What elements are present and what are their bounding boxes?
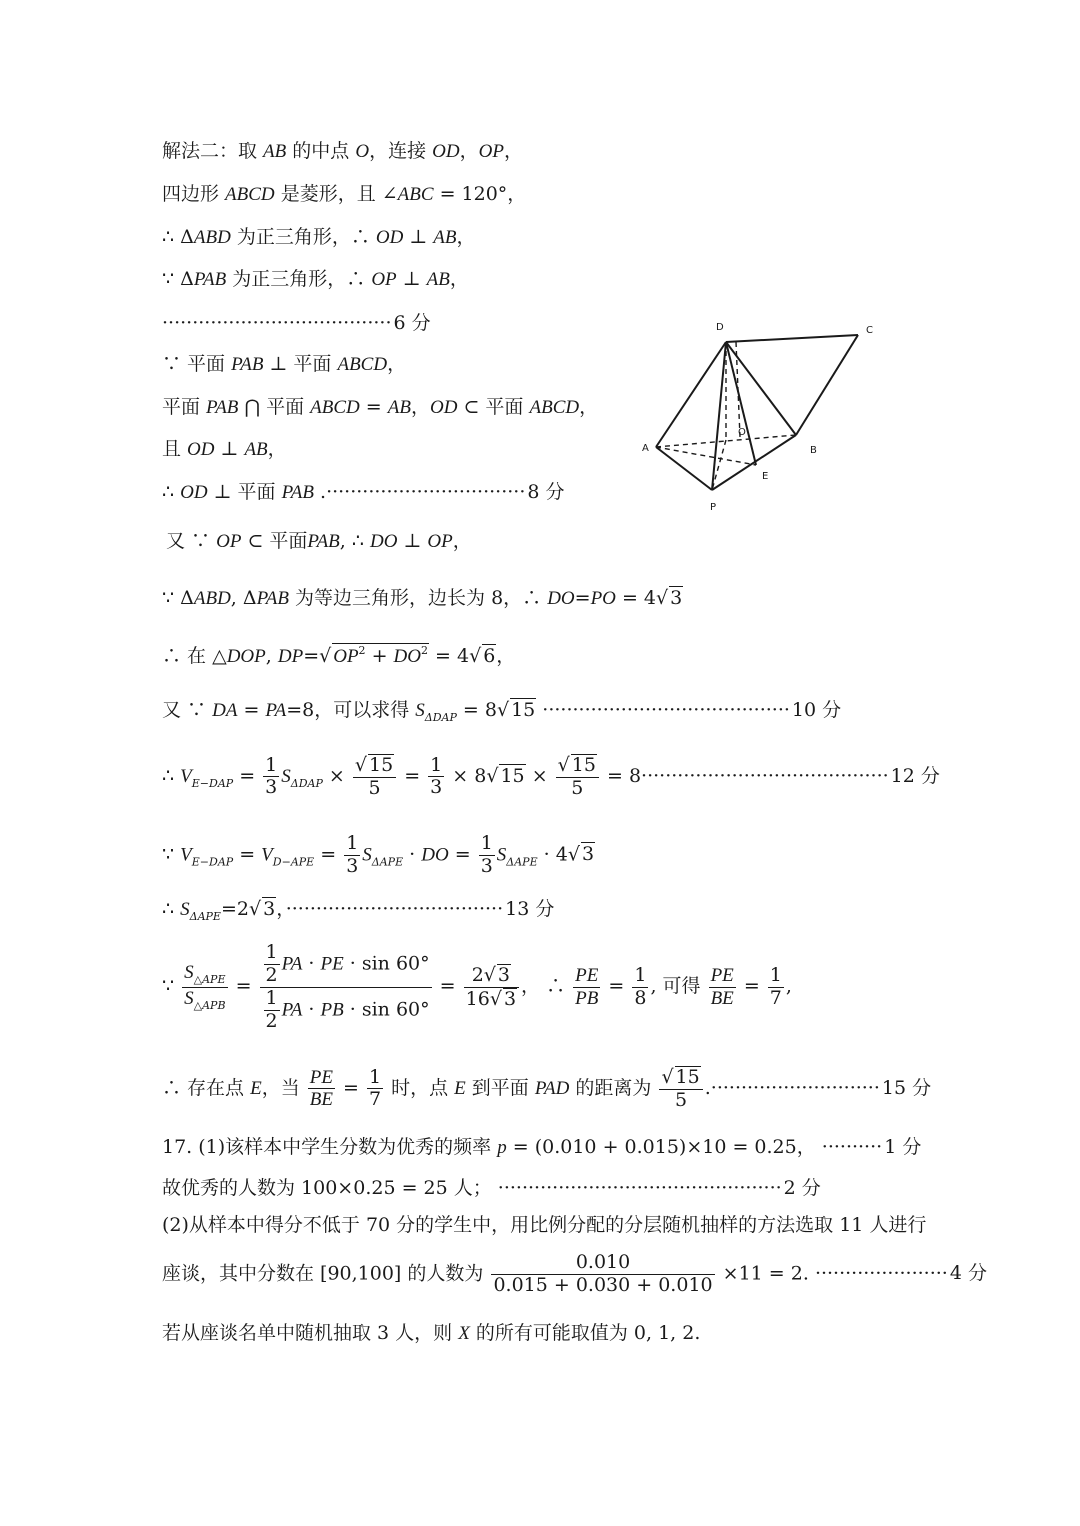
solution-line-11: ∵ ΔABD, ΔPAB 为等边三角形，边长为 8，∴ DO=PO = 4√ 3 — [162, 587, 683, 609]
solution-line-13: 又 ∵ DA = PA=8，可以求得 $S_{\Delta DAP} = 8√$ 15 ········································· 10 分 — [162, 699, 842, 724]
problem17-line-5: 若从座谈名单中随机抽取 3 人，则 X 的所有可能取值为 0, 1, 2. — [162, 1322, 701, 1344]
label-c: C — [866, 325, 873, 336]
score-mark: 8 分 — [527, 481, 565, 503]
solution-line-18: ∴ 存在点 E，当 $\frac{PE}{BE}$ = $\frac{1}{7}$ 时，点 E 到平面 PAD 的距离为 $\frac{√ 15}{5}$ .···························· 15 分 — [162, 1065, 932, 1111]
pyramid-figure — [630, 315, 890, 520]
problem17-line-1: 17. (1)该样本中学生分数为优秀的频率 p = (0.010 + 0.015)×10 = 0.25， ·········· 1 分 — [162, 1136, 922, 1158]
score-line-6 — [162, 312, 431, 335]
label-d: D — [716, 322, 724, 333]
score-mark: 2 分 — [783, 1177, 821, 1199]
label-o: O — [738, 427, 746, 438]
problem17-line-4: 座谈，其中分数在 [90,100] 的人数为 $\frac{0.010}{0.015 + 0.030 + 0.010}$ ×11 = 2. ······················ 4 分 — [162, 1251, 987, 1296]
solution-line-16: ∴ $S_{\Delta APE}=2√$ 3，···································· 13 分 — [162, 898, 555, 923]
score-dots: ···································· — [285, 898, 504, 920]
problem17-line-3: (2)从样本中得分不低于 70 分的学生中，用比例分配的分层随机抽样的方法选取 11 人进行 — [162, 1214, 927, 1236]
score-mark: 10 分 — [791, 699, 842, 721]
score-mark: 6 分 — [393, 312, 431, 334]
solution-line-1: 解法二：取 AB 的中点 O，连接 OD，OP， — [162, 140, 523, 162]
solution-line-9: ∴ OD ⊥ 平面 PAB .································· 8 分 — [162, 481, 565, 503]
solution-line-14: ∴ $V_{E-DAP}$ = $\frac{1}{3}$ $S_{\Delta DAP}$ × $\frac{√ 15}{5}$ = $\frac{1}{3}$ × 8√ 15 × $\frac{√ 15}{5}$ = 8········································· 12 分 — [162, 753, 940, 799]
score-mark: 1 分 — [884, 1136, 922, 1158]
score-mark: 15 分 — [881, 1076, 932, 1099]
solution-line-3: ∴ ΔABD 为正三角形，∴ OD ⊥ AB， — [162, 226, 476, 248]
label-b: B — [810, 445, 817, 456]
solution-line-15: ∵ $V_{E-DAP} = V_{D-APE}$ = $\frac{1}{3}$ $S_{\Delta APE}$ · DO = $\frac{1}{3}$ $S_{\Delta APE} \cdot 4√$ 3 — [162, 832, 595, 877]
label-a: A — [642, 443, 649, 454]
score-dots: ······································ — [162, 312, 392, 334]
score-dots: ······················ — [814, 1262, 948, 1285]
score-dots: ··············································· — [497, 1177, 782, 1199]
solution-line-8: 且 OD ⊥ AB， — [162, 438, 287, 460]
score-dots: ·········· — [821, 1136, 883, 1158]
solution-line-10: 又 ∵ OP ⊂ 平面PAB, ∴ DO ⊥ OP， — [166, 530, 472, 552]
score-dots: ···························· — [710, 1076, 880, 1099]
solution-line-6: ∵ 平面 PAB ⊥ 平面 ABCD， — [162, 353, 407, 375]
solution-line-12: ∴ 在 △DOP, DP=√ $OP^2 + DO^2 = 4√$ 6， — [162, 644, 516, 667]
label-p: P — [710, 502, 717, 513]
solution-line-7: 平面 PAB ⋂ 平面 ABCD = AB，OD ⊂ 平面 ABCD， — [162, 396, 599, 418]
problem17-line-2: 故优秀的人数为 100×0.25 = 25 人； ··············································· 2 分 — [162, 1177, 821, 1199]
score-dots: ········································· — [641, 764, 889, 787]
solution-line-2: 四边形 ABCD 是菱形，且 ∠ABC = 120°， — [162, 183, 527, 205]
score-dots: ········································· — [542, 699, 790, 721]
score-mark: 13 分 — [505, 898, 555, 920]
label-e: E — [762, 471, 769, 482]
solution-line-17: ∵ $\frac{S_{\triangle APE}}{S_{\triangle APB}}$ = $\frac{1}{2}$ PA · PE · sin 60° $\frac{1}{2}$ PA · PB · sin 60° = $\frac{2√ 3}{16√ 3}$ ， ∴ $\frac{PE}{PB}$ = $\frac{1}{8}$ , 可得 $\frac{PE}{BE}$ = $\frac{1}{7}$ , — [162, 941, 792, 1032]
solution-line-4: ∵ ΔPAB 为正三角形，∴ OP ⊥ AB， — [162, 268, 469, 290]
score-mark: 12 分 — [890, 764, 940, 787]
score-dots: ································· — [326, 481, 526, 503]
score-mark: 4 分 — [949, 1262, 987, 1285]
